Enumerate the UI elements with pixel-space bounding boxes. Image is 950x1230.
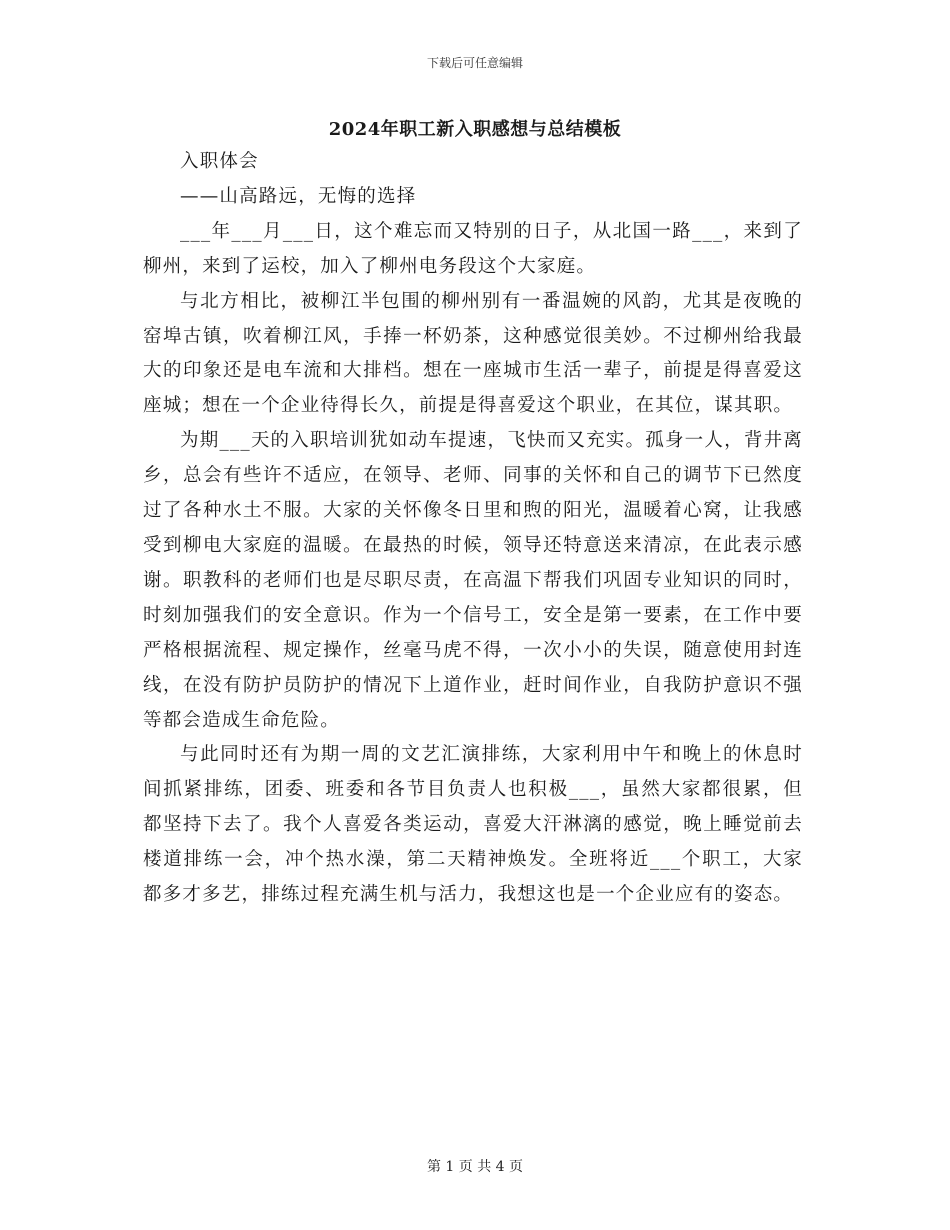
body-paragraph: ___年___月___日，这个难忘而又特别的日子，从北国一路___，来到了柳州，来到了运校，加入了柳州电务段这个大家庭。 (143, 220, 803, 277)
page-header-note: 下载后可任意编辑 (426, 56, 523, 70)
section-subtitle: ——山高路远，无悔的选择 (180, 185, 417, 207)
body-paragraph: 为期___天的入职培训犹如动车提速，飞快而又充实。孤身一人，背井离乡，总会有些许不适应，在领导、老师、同事的关怀和自己的调节下已然度过了各种水土不服。大家的关怀像冬日里和煦的阳光，温暖着心窝，让我感受到柳电大家庭的温暖。在最热的时候，领导还特意送来清凉，在此表示感谢。职教科的老师们也是尽职尽责，在高温下帮我们巩固专业知识的同时，时刻加强我们的安全意识。作为一个信号工，安全是第一要素，在工作中要严格根据流程、规定操作，丝毫马虎不得，一次小小的失误，随意使用封连线，在没有防护员防护的情况下上道作业，赶时间作业，自我防护意识不强等都会造成生命危险。 (143, 430, 803, 731)
body-paragraph: 与北方相比，被柳江半包围的柳州别有一番温婉的风韵，尤其是夜晚的窑埠古镇，吹着柳江风，手捧一杯奶茶，这种感觉很美妙。不过柳州给我最大的印象还是电车流和大排档。想在一座城市生活一辈子，前提是得喜爱这座城；想在一个企业待得长久，前提是得喜爱这个职业，在其位，谋其职。 (143, 290, 803, 417)
document-title: 2024年职工新入职感想与总结模板 (328, 119, 622, 140)
document-body (143, 145, 803, 913)
section-heading: 入职体会 (180, 151, 259, 172)
page-number: 第 1 页 共 4 页 (426, 1159, 524, 1175)
body-paragraph: 与此同时还有为期一周的文艺汇演排练，大家利用中午和晚上的休息时间抓紧排练，团委、班委和各节目负责人也积极___，虽然大家都很累，但都坚持下去了。我个人喜爱各类运动，喜爱大汗淋漓的感觉，晚上睡觉前去楼道排练一会，冲个热水澡，第二天精神焕发。全班将近___个职工，大家都多才多艺，排练过程充满生机与活力，我想这也是一个企业应有的姿态。 (143, 744, 803, 906)
